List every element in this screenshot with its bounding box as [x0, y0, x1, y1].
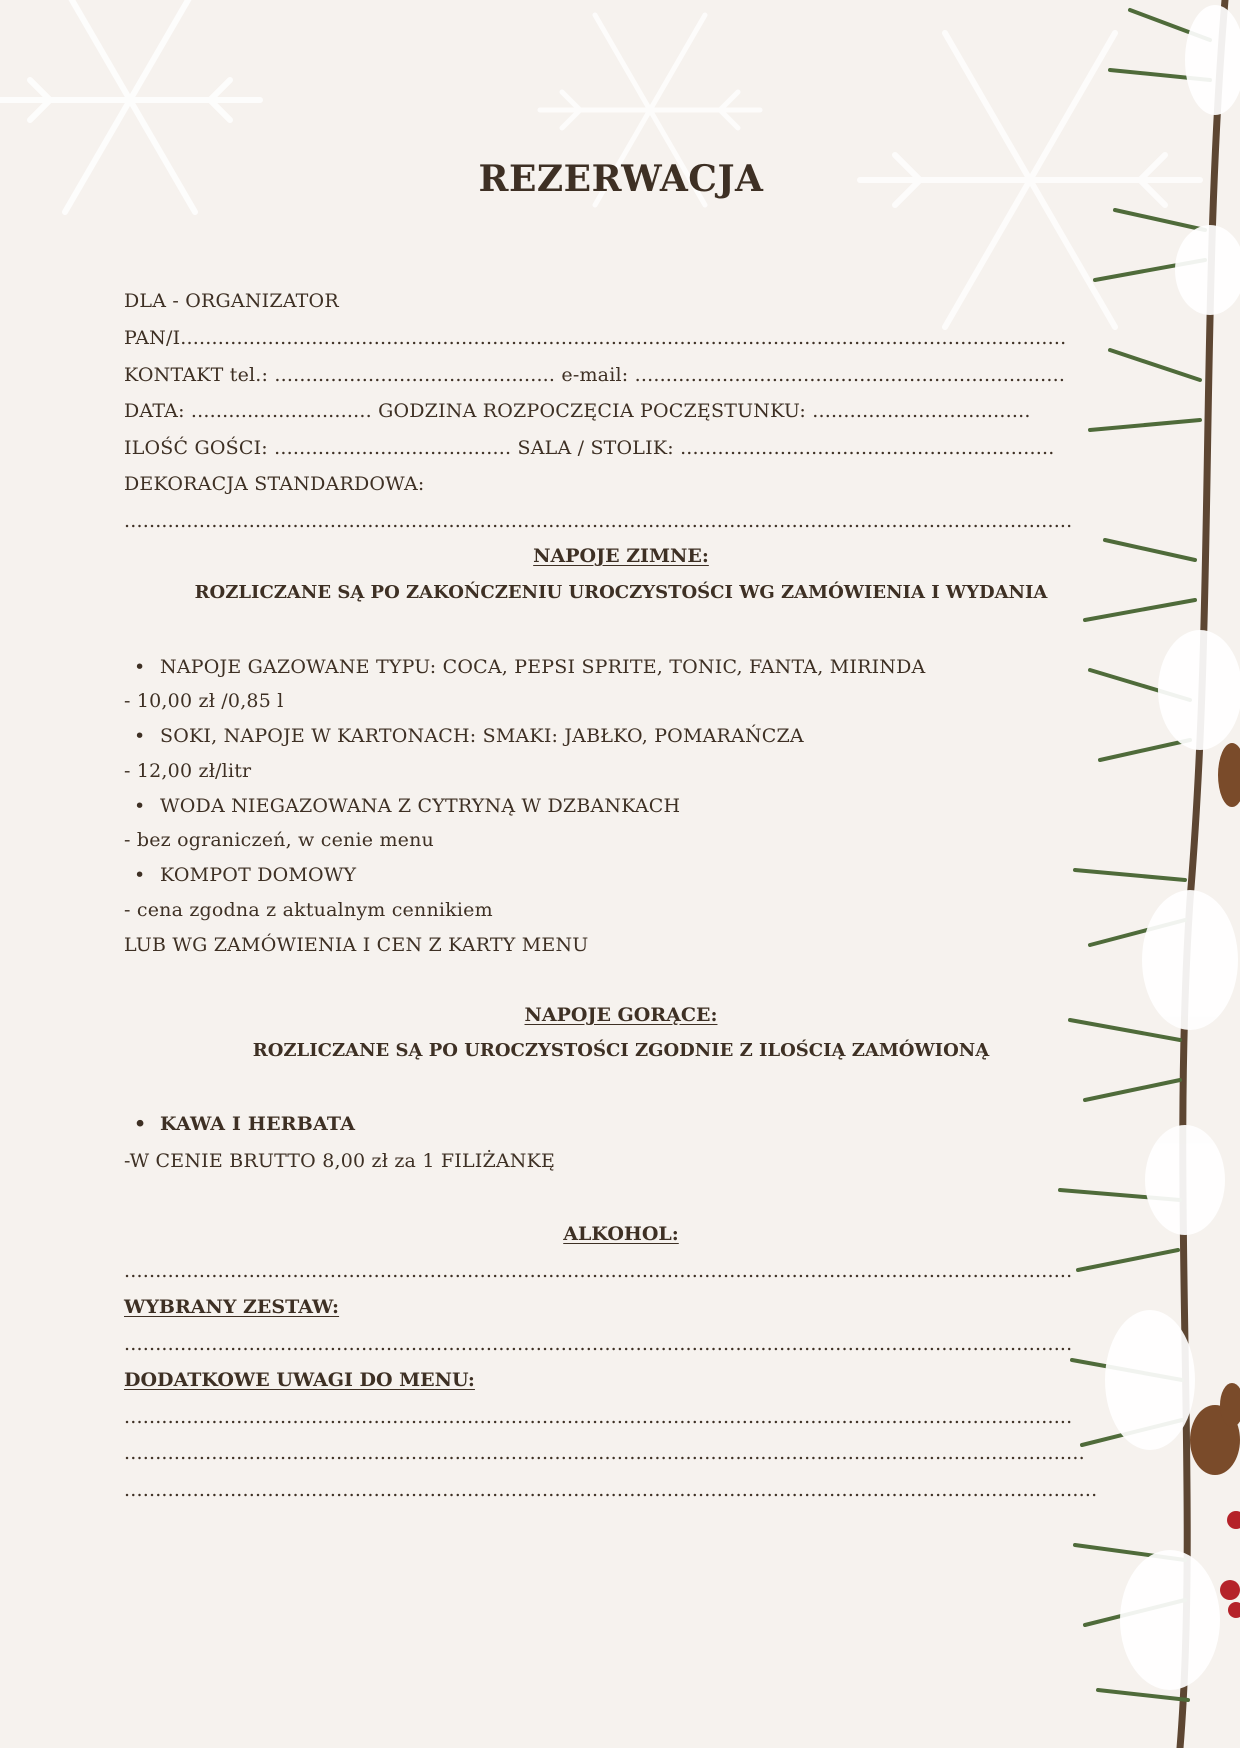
price-text: - 10,00 zł /0,85 l [124, 690, 284, 712]
decoration-label: DEKORACJA STANDARDOWA: [124, 473, 425, 495]
alcohol-field[interactable]: ........................................................................................................................................................ [124, 1260, 1073, 1282]
menu-notes-field[interactable]: .......................................................................................................................................................... [124, 1442, 1085, 1464]
cold-drinks-subheading: ROZLICZANE SĄ PO ZAKOŃCZENIU UROCZYSTOŚCI WG ZAMÓWIENIA I WYDANIA [194, 582, 1048, 603]
selected-set-field[interactable]: ........................................................................................................................................................ [124, 1333, 1073, 1355]
list-item: • SOKI, NAPOJE W KARTONACH: SMAKI: JABŁKO, POMARAŃCZA [134, 725, 804, 747]
hot-drinks-heading: NAPOJE GORĄCE: [524, 1004, 718, 1026]
cold-drinks-heading: NAPOJE ZIMNE: [533, 545, 709, 567]
contact-field[interactable]: KONTAKT tel.: ............................................. e-mail: ..................................................................... [124, 364, 1066, 386]
name-field[interactable]: PAN/I.............................................................................................................................................. [124, 327, 1067, 349]
menu-notes-heading: DODATKOWE UWAGI DO MENU: [124, 1369, 475, 1391]
list-item: • NAPOJE GAZOWANE TYPU: COCA, PEPSI SPRITE, TONIC, FANTA, MIRINDA [134, 656, 926, 678]
organizer-label: DLA - ORGANIZATOR [124, 290, 339, 312]
guests-table-field[interactable]: ILOŚĆ GOŚCI: ...................................... SALA / STOLIK: ............................................................ [124, 437, 1055, 459]
menu-notes-field[interactable]: ............................................................................................................................................................ [124, 1479, 1098, 1501]
menu-note: LUB WG ZAMÓWIENIA I CEN Z KARTY MENU [124, 934, 589, 956]
bullet-icon: • [134, 725, 146, 747]
bullet-icon: • [134, 864, 146, 886]
list-item: • KOMPOT DOMOWY [134, 864, 357, 886]
price-text: - cena zgodna z aktualnym cennikiem [124, 899, 493, 921]
alcohol-heading: ALKOHOL: [563, 1223, 679, 1245]
bullet-icon: • [134, 795, 146, 817]
price-text: - bez ograniczeń, w cenie menu [124, 829, 434, 851]
selected-set-heading: WYBRANY ZESTAW: [124, 1296, 340, 1318]
price-text: -W CENIE BRUTTO 8,00 zł za 1 FILIŻANKĘ [124, 1150, 556, 1172]
date-time-field[interactable]: DATA: ............................. GODZINA ROZPOCZĘCIA POCZĘSTUNKU: ................................... [124, 400, 1031, 422]
berry-icon [1220, 1511, 1240, 1618]
bullet-icon: • [134, 656, 146, 678]
list-item: • KAWA I HERBATA [134, 1113, 356, 1135]
price-text: - 12,00 zł/litr [124, 760, 252, 782]
page-title: REZERWACJA [478, 158, 764, 200]
decoration-field[interactable]: ........................................................................................................................................................ [124, 510, 1073, 532]
bullet-icon: • [134, 1113, 147, 1135]
pine-cone-icon [1190, 743, 1240, 1475]
list-item: • WODA NIEGAZOWANA Z CYTRYNĄ W DZBANKACH [134, 795, 681, 817]
hot-drinks-subheading: ROZLICZANE SĄ PO UROCZYSTOŚCI ZGODNIE Z ILOŚCIĄ ZAMÓWIONĄ [252, 1040, 990, 1061]
menu-notes-field[interactable]: ........................................................................................................................................................ [124, 1406, 1073, 1428]
